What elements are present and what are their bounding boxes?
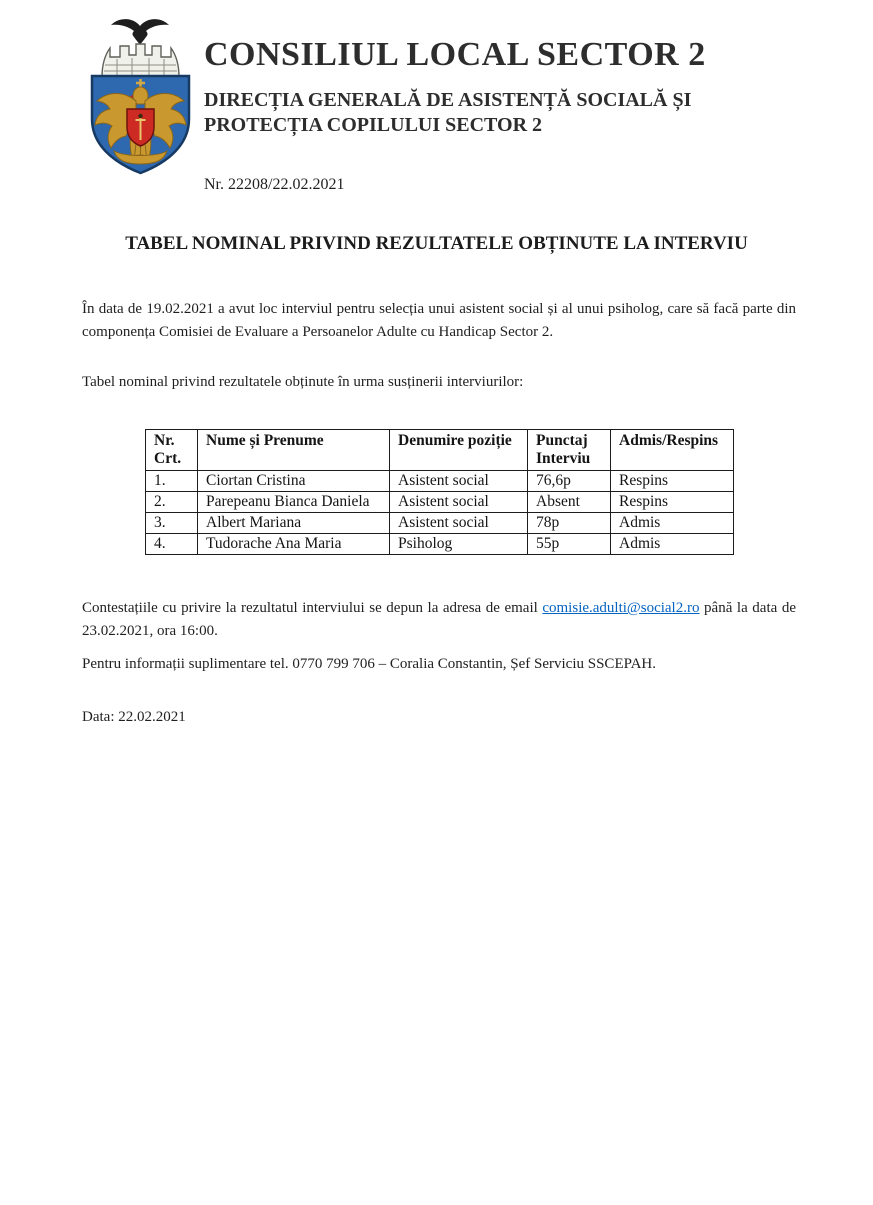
table-header-row — [146, 430, 734, 471]
org-subtitle-line2: PROTECȚIA COPILULUI SECTOR 2 — [204, 114, 543, 136]
results-table — [145, 429, 734, 555]
cell-name: Ciortan Cristina — [198, 471, 390, 492]
intro-paragraph: În data de 19.02.2021 a avut loc interviul pentru selecția unui asistent social și al unui psiholog, care să facă parte din componența Comisiei de Evaluare a Persoanelor Adulte cu Handicap Sector 2. — [82, 301, 796, 340]
cell-score: 78p — [528, 513, 611, 534]
header-name: Nume și Prenume — [198, 430, 390, 471]
header-score: Punctaj Interviu — [528, 430, 611, 471]
cell-name: Tudorache Ana Maria — [198, 534, 390, 555]
cell-nr-crt: 4. — [146, 534, 198, 555]
table-row — [146, 492, 734, 513]
header-nr-crt: Nr. Crt. — [146, 430, 198, 471]
table-row — [146, 471, 734, 492]
cell-result: Admis — [611, 513, 734, 534]
cell-result: Admis — [611, 534, 734, 555]
cell-result: Respins — [611, 471, 734, 492]
cell-name: Albert Mariana — [198, 513, 390, 534]
cell-name: Parepeanu Bianca Daniela — [198, 492, 390, 513]
cell-position: Asistent social — [390, 492, 528, 513]
org-subtitle-line1: DIRECȚIA GENERALĂ DE ASISTENȚĂ SOCIALĂ ȘI — [204, 89, 692, 111]
cell-nr-crt: 3. — [146, 513, 198, 534]
inner-shield-icon — [127, 109, 154, 146]
registration-number: Nr. 22208/22.02.2021 — [204, 176, 345, 193]
cell-nr-crt: 2. — [146, 492, 198, 513]
date-line: Data: 22.02.2021 — [82, 709, 186, 725]
eagle-crest-icon — [111, 19, 169, 45]
contest-text-after: până la data de 23.02.2021, ora 16:00. — [82, 600, 796, 639]
cell-score: 55p — [528, 534, 611, 555]
table-caption: Tabel nominal privind rezultatele obținute în urma susținerii interviurilor: — [82, 374, 524, 390]
cell-score: 76,6p — [528, 471, 611, 492]
org-subtitle — [204, 88, 691, 138]
cell-position: Asistent social — [390, 513, 528, 534]
cell-position: Psiholog — [390, 534, 528, 555]
contest-text-before: Contestațiile cu privire la rezultatul interviului se depun la adresa de email — [82, 600, 543, 616]
table-row — [146, 534, 734, 555]
info-line: Pentru informații suplimentare tel. 0770 799 706 – Coralia Constantin, Șef Serviciu SSCEPAH. — [82, 656, 656, 672]
header-result: Admis/Respins — [611, 430, 734, 471]
cell-position: Asistent social — [390, 471, 528, 492]
sector-2-coat-of-arms — [84, 13, 196, 175]
table-row — [146, 513, 734, 534]
cell-score: Absent — [528, 492, 611, 513]
contest-paragraph — [82, 597, 796, 643]
cell-result: Respins — [611, 492, 734, 513]
org-title: CONSILIUL LOCAL SECTOR 2 — [204, 36, 706, 73]
cell-nr-crt: 1. — [146, 471, 198, 492]
email-link[interactable]: comisie.adulti@social2.ro — [542, 600, 700, 616]
document-title: TABEL NOMINAL PRIVIND REZULTATELE OBȚINUTE LA INTERVIU — [125, 233, 748, 254]
header-position: Denumire poziție — [390, 430, 528, 471]
